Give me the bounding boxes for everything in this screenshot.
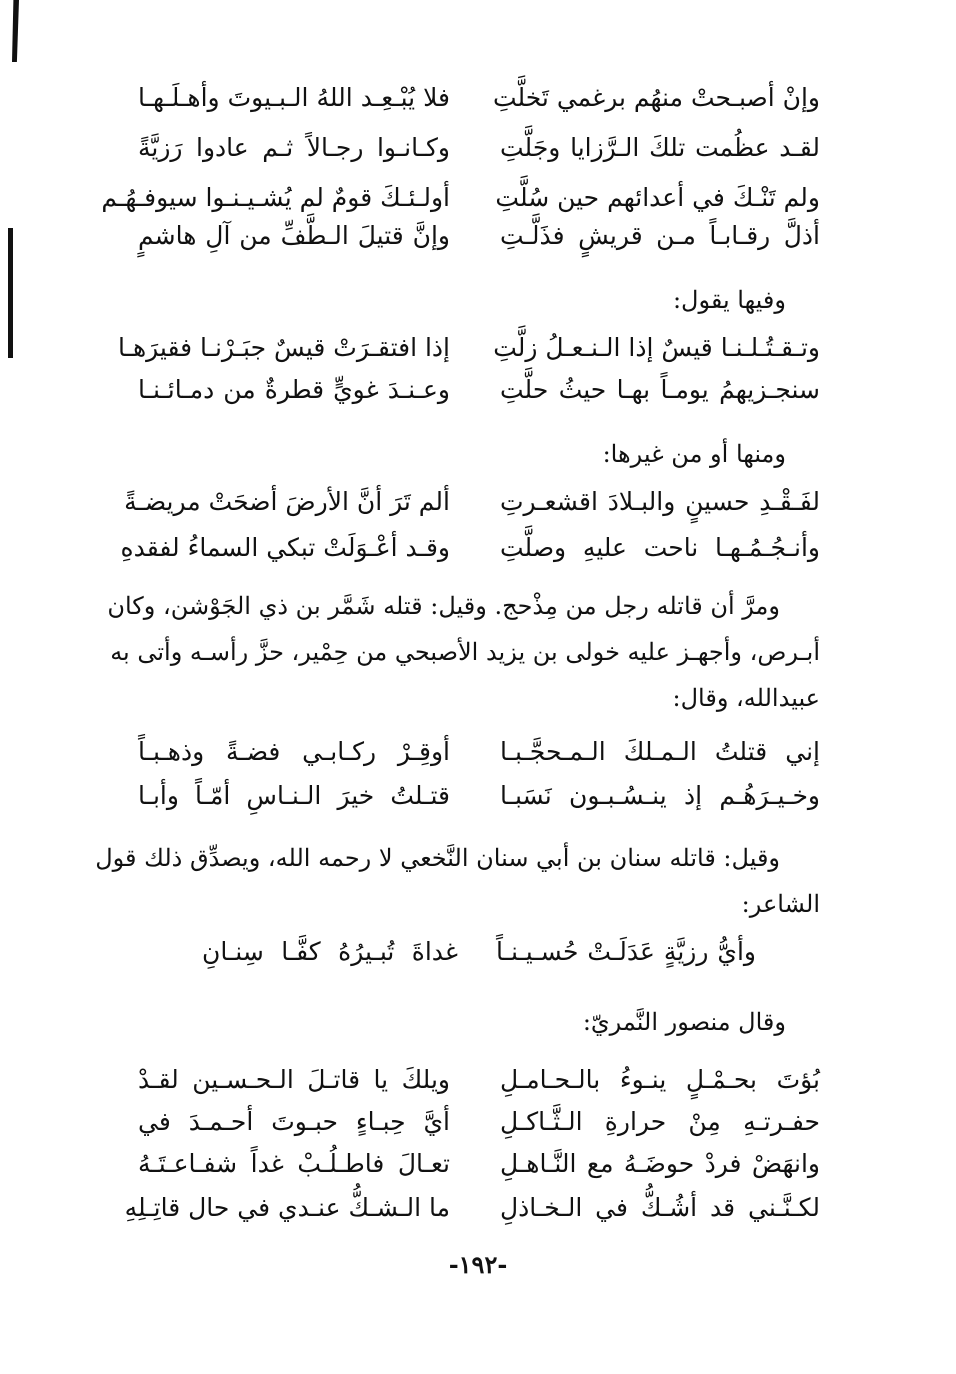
prose-line: أبـرص، وأجهـز عليه خولى بن يزيد الأصبحي من حِمْير، حزَّ رأسـه وأتى به [110,638,820,666]
scan-edge-mark [8,228,13,358]
verse-first-hemistich: وكـانـوا رجـالاً ثـم عادوا رَزيَّةً [138,133,450,162]
verse-second-hemistich: أذلَّ رقـابـاً مـن قريشٍ فذَلَّـتِ [500,221,820,250]
verse-first-hemistich: أولـئـكَ قومٌ لم يُشـيـنـوا سيوفـهُـم [101,183,450,212]
section-intro: ومنها أو من غيرها: [602,440,786,468]
verse-first-hemistich: تعـالَ فاطـلُـبْ غداً شفـاعـتَـهُ [138,1149,450,1178]
verse-first-hemistich: ألم تَرَ أنَّ الأرضَ أضحَتْ مريضـةً [124,487,450,516]
verse-second-hemistich: وإنْ أصبـحتْ منهُم برغمي تَخلَّتِ [492,83,820,112]
verse-first-hemistich: أيَّ حِبـاءٍ حبـوتَ أحـمـدَ في [138,1107,450,1136]
verse-first-hemistich: قتـلتُ خيرَ الـنـاسِ أمّـاً وأبـا [138,781,450,810]
verse-first-hemistich: وإنَّ قتيلَ الـطَّفِّ من آلِ هاشمٍ [138,221,450,250]
prose-line: وقيل: قاتله سنان بن أبي سنان النَّخعي لا رحمه الله، ويصدِّق ذلك قول [95,844,780,872]
verse-first-hemistich: ما الـشـكُّ عنـدي في حال قاتِـلِهِ [124,1193,450,1222]
verse-second-hemistich: غداةَ تُبـيرُهُ كفَّـا سِنـانِ [202,937,458,966]
verse-second-hemistich: لكـنَّـني قد أشُـكُّ في الـخـاذلِ [500,1193,820,1222]
page-number: -١٩٢- [448,1250,508,1279]
prose-line: الشاعر: [741,890,820,918]
verse-second-hemistich: لقـد عظُمت تلكَ الـرَّزايا وجَلَّتِ [500,133,820,162]
scan-edge-mark [12,0,19,62]
prose-line: عبيدالله، وقال: [672,684,820,712]
verse-second-hemistich: وتـقـتُـلـنـا قيسٌ إذا الـنـعـلُ زلَّتِ [493,333,820,362]
verse-second-hemistich: وانهَضْ فردْ حوضَـهُ مع النَّـاهـلِ [500,1149,820,1178]
verse-first-hemistich: وعـنـدَ غويٍّ قطرةٌ من دمـائـنـا [138,375,450,404]
verse-second-hemistich: وخـيـرَهُـم إذ ينـسُـبـون نَسَبـا [500,781,820,810]
verse-second-hemistich: سنجـزيهمُ يومـاً بهـا حيثُ حلَّتِ [500,375,820,404]
verse-second-hemistich: لفَـقْـدِ حسينٍ والبـلادَ اقشعـرتِ [500,487,820,516]
verse-first-hemistich: وأيُّ رزيَّةٍ عَدَلَـتْ حُسـيـنـاً [496,937,756,966]
verse-second-hemistich: بُؤتَ بحـمْـلٍ ينـوءُ بالـحـامـلِ [500,1065,820,1094]
verse-first-hemistich: إذا افتقـرَتْ قيسٌ جبَـرْنـا فقيرَهـا [118,333,450,362]
verse-first-hemistich: وقـد أعْـوَلَتْ تبكي السماءُ لفقدهِ [120,533,450,562]
verse-second-hemistich: وأنـجُـمُـهـا ناحت عليهِ وصلَّتِ [500,533,820,562]
verse-first-hemistich: ويلكَ يا قاتـلَ الـحـسـين لقـدْ [138,1065,450,1094]
verse-second-hemistich: إني قتلتُ الـمـلكَ الـمـحجَّـبـا [500,737,820,766]
verse-second-hemistich: حفـرتـهِ مِنْ حرارةِ الـثَّـاكـلِ [500,1107,820,1136]
section-intro: وفيها يقول: [672,286,786,314]
verse-first-hemistich: فلا يُبْـعِـد اللهُ الـبـيوتَ وأهـلَـهـا [138,83,450,112]
verse-first-hemistich: أوقِـرْ ركـابـي فضـةً وذهـبـاً [138,737,450,766]
prose-line: ومرَّ أن قاتله رجل من مِذْحج. وقيل: قتله شَمَّر بن ذي الجَوْشن، وكان [107,592,780,620]
verse-second-hemistich: ولم تَنْـكَ في أعدائهم حين سُلَّتِ [495,183,820,212]
section-intro: وقال منصور النَّمريّ: [582,1008,786,1036]
